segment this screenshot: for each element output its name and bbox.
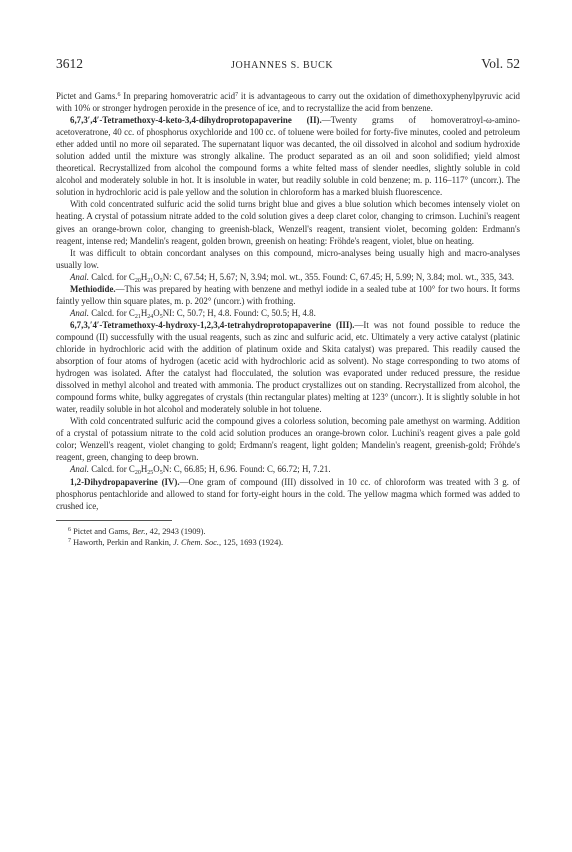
analysis-compound-iii [56, 463, 520, 475]
analysis-label: Anal. [70, 307, 89, 318]
formula-element: H [140, 464, 148, 475]
footnote-text: , 125, 1693 (1924). [218, 538, 284, 548]
section-heading: 6,7,3,′4′-Tetramethoxy-4-hydroxy-1,2,3,4-tetrahydroprotopapaverine (III). [70, 319, 355, 330]
formula-subscript: 25 [147, 470, 154, 477]
footnote-text: Pictet and Gams, [71, 526, 133, 536]
formula-subscript: 21 [134, 313, 141, 320]
paragraph-analyses-note [56, 247, 520, 271]
paragraph-compound-iv [56, 476, 520, 512]
footnote-6 [68, 526, 520, 538]
analysis-text: N: C, 66.85; H, 6.96. Found: C, 66.72; H, 7.21. [162, 464, 331, 475]
analysis-text: Calcd. for C [88, 464, 135, 475]
article-body [56, 90, 520, 512]
paragraph-text: it is advantageous to carry out the oxidation of dimethoxyphenylpyruvic acid with 10% or stronger hydrogen peroxide in the presence of ice, and to recrystallize the acid from benzene. [56, 91, 520, 114]
section-heading: 1,2-Dihydropapaverine (IV). [70, 476, 180, 487]
footnote-journal: J. Chem. Soc. [173, 538, 219, 548]
paragraph-text: —One gram of compound (III) dissolved in 10 cc. of chloroform was treated with 3 g. of phosphorus pentachloride and allowed to stand for forty-eight hours in the cold. The yellow magma which formed was added to crushed ice, [56, 476, 520, 511]
footnote-divider [56, 520, 172, 521]
paragraph-methiodide [56, 283, 520, 307]
footnote-mark: 6 [68, 526, 71, 533]
formula-subscript: 20 [134, 470, 141, 477]
footnote-text: , 42, 2943 (1909). [145, 526, 206, 536]
formula-subscript: 5 [159, 313, 163, 320]
paragraph-color-reactions-ii [56, 198, 520, 246]
paragraph-color-reactions-iii [56, 415, 520, 463]
running-author: JOHANNES S. BUCK [231, 60, 334, 71]
formula-subscript: 5 [159, 470, 163, 477]
volume-label: Vol. 52 [481, 56, 520, 71]
paragraph-1 [56, 90, 520, 114]
paragraph-text: —Twenty grams of homoveratroyl-ω-amino-acetoveratrone, 40 cc. of phosphorus oxychloride and 100 cc. of toluene were boiled for forty-five minutes, cooled and petroleum ether added until no more oil separated. The supernatant liquor was decanted, the oil dissolved in alcohol and sodium hydroxide solution added until the mixture was strongly alkaline. The product separated as an oil and soon solidified; yield almost theoretical. Recrystallized from alcohol the compound forms a white felted mass of slender needles, slightly soluble in cold alcohol and moderately soluble in hot. It is insoluble in water, but readily soluble in cold benzene; m. p. 116–117° (uncorr.). The solution in hydrochloric acid is pale yellow and the solution in chloroform has a marked bluish fluorescence. [56, 115, 520, 198]
running-header [56, 56, 520, 76]
analysis-label: Anal. [70, 464, 89, 475]
footnote-mark: 7 [68, 538, 71, 545]
analysis-text: Calcd. for C [88, 271, 135, 282]
paragraph-text: In preparing homoveratric acid [120, 91, 236, 101]
section-heading: 6,7,3′,4′-Tetramethoxy-4-keto-3,4-dihydroprotopapaverine (II). [70, 115, 322, 126]
footnote-text: Haworth, Perkin and Rankin, [71, 538, 174, 548]
formula-element: H [140, 271, 148, 282]
paragraph-text: With cold concentrated sulfuric acid the compound gives a colorless solution, becoming pale amethyst on warming. Addition of a crystal of potassium nitrate to the cold acid solution produces an orange-brown color. Luchini's reagent gives a pale gold color; Wenzell's reagent, violet changing to gold; Erdmann's reagent, light golden; Mandelin's reagent, greenish-gold; Fröhde's reagent, green, changing to deep brown. [56, 416, 520, 463]
formula-subscript: 21 [147, 277, 154, 284]
footnote-journal: Ber. [132, 526, 146, 536]
analysis-text: N: C, 67.54; H, 5.67; N, 3.94; mol. wt., 355. Found: C, 67.45; H, 5.99; N, 3.84; mol. wt., 335, 343. [162, 271, 515, 282]
page-number: 3612 [56, 56, 83, 71]
analysis-compound-ii [56, 271, 520, 283]
analysis-label: Anal. [70, 271, 89, 282]
paragraph-text: —This was prepared by heating with benzene and methyl iodide in a sealed tube at 100° for two hours. It forms faintly yellow thin square plates, m. p. 202° (uncorr.) with frothing. [56, 283, 520, 306]
footnote-ref-6: 6 [117, 92, 121, 98]
formula-element: O [153, 271, 160, 282]
formula-subscript: 20 [134, 277, 141, 284]
paragraph-compound-ii [56, 114, 520, 198]
analysis-text: Calcd. for C [88, 307, 135, 318]
formula-element: O [153, 464, 160, 475]
analysis-text: NI: C, 50.7; H, 4.8. Found: C, 50.5; H, 4.8. [162, 307, 316, 318]
footnote-ref-7: 7 [235, 92, 239, 98]
analysis-methiodide [56, 307, 520, 319]
section-heading: Methiodide. [70, 283, 116, 294]
footnote-7 [68, 537, 520, 549]
formula-subscript: 5 [159, 277, 163, 284]
paragraph-text: —It was not found possible to reduce the compound (II) successfully with the usual reagents, such as zinc and sulfuric acid, etc. Ultimately a very active catalyst (platinic chloride in hydrochloric acid with the addition of platinum oxide and Skita catalyst) was prepared. This readily caused the absorption of four atoms of hydrogen (acetic acid with hydrochloric acid as solvent). No stage corresponding to two atoms of hydrogen was isolated. After the catalyst had flocculated, the solution was evaporated under reduced pressure, the residue dissolved in methyl alcohol and treated with ammonia. The product crystallizes out on standing. Recrystallized from alcohol, the compound forms white, bulky aggregates of crystals (thin rectangular plates) melting at 123° (uncorr.). It is slightly soluble in hot water, readily soluble in hot alcohol and moderately soluble in hot toluene. [56, 319, 520, 415]
paragraph-text: With cold concentrated sulfuric acid the solid turns bright blue and gives a blue solution which becomes intensely violet on heating. A crystal of potassium nitrate added to the cold solution gives a deep claret color, changing to crimson. Luchini's reagent gives an orange-brown color, changing to greenish-black, Wenzell's reagent, transient violet, becoming golden: Erdmann's reagent, intense red; Mandelin's reagent, golden brown, greenish on heating: Fröhde's reagent, violet, blue on heating. [56, 199, 520, 246]
footnotes [56, 526, 520, 549]
formula-subscript: 24 [147, 313, 154, 320]
paragraph-text: Pictet and Gams. [56, 91, 118, 101]
paragraph-compound-iii [56, 319, 520, 415]
formula-element: H [140, 307, 148, 318]
paragraph-text: It was difficult to obtain concordant analyses on this compound, micro-analyses being usually high and macro-analyses usually low. [56, 247, 520, 270]
formula-element: O [153, 307, 160, 318]
journal-page [56, 56, 520, 549]
